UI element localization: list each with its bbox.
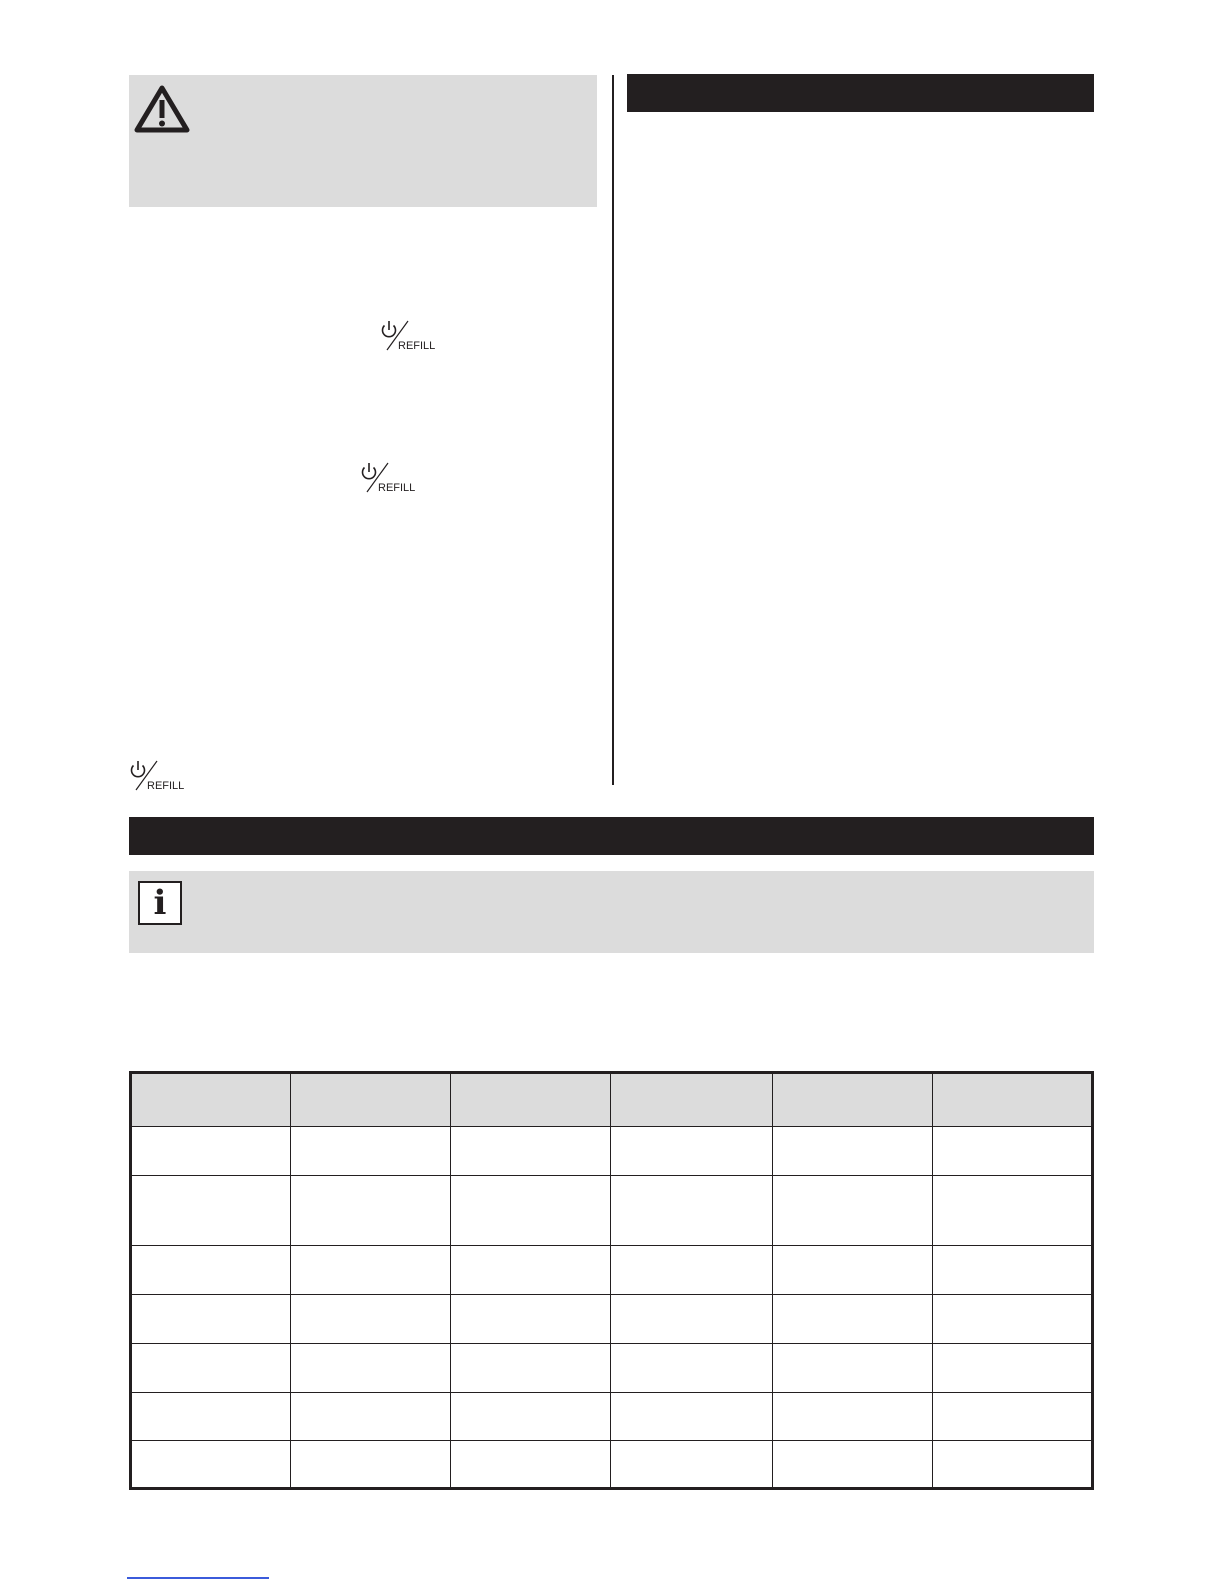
table-cell — [611, 1176, 772, 1246]
table-cell — [451, 1295, 611, 1344]
table-row — [131, 1127, 1093, 1176]
table-row — [131, 1344, 1093, 1393]
spec-table — [129, 1071, 1094, 1490]
table-cell — [611, 1441, 772, 1489]
footer-link[interactable] — [127, 1577, 269, 1579]
table-cell — [772, 1441, 932, 1489]
svg-text:REFILL: REFILL — [378, 482, 416, 494]
table-cell — [291, 1176, 451, 1246]
table-row — [131, 1295, 1093, 1344]
table-cell — [451, 1344, 611, 1393]
table-header-cell — [772, 1073, 932, 1127]
section-header — [129, 817, 1094, 855]
table-cell — [291, 1393, 451, 1441]
table-cell — [772, 1246, 932, 1295]
right-section-header — [627, 74, 1094, 112]
table-cell — [772, 1127, 932, 1176]
table-cell — [772, 1393, 932, 1441]
column-divider — [612, 75, 614, 785]
info-icon: i — [138, 881, 182, 925]
table-header-cell — [291, 1073, 451, 1127]
power-refill-icon — [127, 760, 187, 792]
power-refill-icon — [358, 462, 418, 494]
table-cell — [932, 1246, 1092, 1295]
table-cell — [932, 1295, 1092, 1344]
table-row — [131, 1441, 1093, 1489]
table-cell — [291, 1295, 451, 1344]
table-cell — [131, 1295, 291, 1344]
table-cell — [291, 1344, 451, 1393]
table-cell — [772, 1295, 932, 1344]
table-cell — [451, 1246, 611, 1295]
table-cell — [131, 1127, 291, 1176]
table-cell — [611, 1127, 772, 1176]
table-cell — [772, 1344, 932, 1393]
table-cell — [611, 1246, 772, 1295]
power-refill-icon — [378, 320, 438, 352]
table-cell — [291, 1127, 451, 1176]
table-cell — [451, 1393, 611, 1441]
table-header-cell — [611, 1073, 772, 1127]
table-cell — [932, 1344, 1092, 1393]
warning-box — [129, 75, 597, 207]
table-cell — [131, 1344, 291, 1393]
table-row — [131, 1176, 1093, 1246]
svg-text:REFILL: REFILL — [147, 780, 185, 792]
table-cell — [131, 1176, 291, 1246]
svg-text:REFILL: REFILL — [398, 340, 436, 352]
info-box — [129, 871, 1094, 953]
table-header-cell — [451, 1073, 611, 1127]
table-cell — [451, 1127, 611, 1176]
table-cell — [131, 1393, 291, 1441]
table-cell — [451, 1176, 611, 1246]
table-cell — [932, 1441, 1092, 1489]
table-cell — [611, 1393, 772, 1441]
table-row — [131, 1393, 1093, 1441]
warning-triangle-icon — [134, 84, 190, 139]
table-cell — [451, 1441, 611, 1489]
table-cell — [291, 1441, 451, 1489]
table-cell — [291, 1246, 451, 1295]
table-cell — [772, 1176, 932, 1246]
table-cell — [932, 1127, 1092, 1176]
table-cell — [131, 1246, 291, 1295]
table-row — [131, 1246, 1093, 1295]
table-cell — [611, 1344, 772, 1393]
table-cell — [131, 1441, 291, 1489]
table-cell — [611, 1295, 772, 1344]
table-cell — [932, 1176, 1092, 1246]
table-header-cell — [932, 1073, 1092, 1127]
right-section-title — [627, 84, 637, 101]
table-header-row — [131, 1073, 1093, 1127]
table-header-cell — [131, 1073, 291, 1127]
section-title — [129, 827, 139, 844]
table-cell — [932, 1393, 1092, 1441]
